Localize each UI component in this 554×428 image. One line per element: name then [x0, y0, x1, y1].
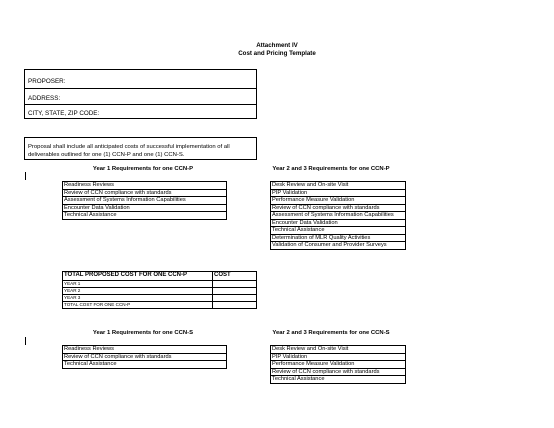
table-row [63, 294, 257, 301]
document-subtitle: Cost and Pricing Template [238, 50, 316, 57]
ccn-s-year23-heading: Year 2 and 3 Requirements for one CCN-S [272, 330, 390, 336]
list-item: Performance Measure Validation [256, 197, 406, 205]
row-label: TOTAL COST FOR ONE CCN-P [63, 301, 213, 308]
ccn-p-year1-heading: Year 1 Requirements for one CCN-P [92, 166, 194, 172]
list-item: Technical Assistance [48, 361, 227, 369]
list-item: Validation of Consumer and Provider Surveys [256, 242, 406, 250]
row-label: YEAR 1 [63, 280, 213, 287]
ccn-s-year1-heading: Year 1 Requirements for one CCN-S [92, 330, 194, 336]
list-item: Encounter Data Validation [48, 204, 227, 212]
ccn-p-year1-list [48, 181, 227, 220]
table-row [63, 301, 257, 308]
cost-table [62, 271, 257, 309]
list-item: PIP Validation [256, 189, 406, 197]
cost-table-title: TOTAL PROPOSED COST FOR ONE CCN-P [63, 272, 213, 281]
list-item: Review of CCN compliance with standards [48, 353, 227, 361]
cost-input-cell[interactable] [213, 301, 257, 308]
text-cursor [25, 337, 26, 345]
city-state-zip-label: CITY, STATE, ZIP CODE: [28, 110, 100, 117]
address-label: ADDRESS: [28, 95, 61, 102]
list-item: Assessment of Systems Information Capabilities [256, 212, 406, 220]
list-item: Performance Measure Validation [256, 361, 406, 369]
ccn-s-year1-list [48, 345, 227, 369]
list-item: Assessment of Systems Information Capabilities [48, 197, 227, 205]
text-cursor [25, 172, 26, 180]
list-item: Encounter Data Validation [256, 219, 406, 227]
list-item: Review of CCN compliance with standards [256, 368, 406, 376]
table-row [63, 280, 257, 287]
table-row [63, 287, 257, 294]
instructions-box [24, 137, 257, 160]
cost-column-header: COST [213, 272, 257, 281]
cost-input-cell[interactable] [213, 294, 257, 301]
ccn-p-year23-heading: Year 2 and 3 Requirements for one CCN-P [272, 166, 390, 172]
cost-input-cell[interactable] [213, 280, 257, 287]
list-item: Readiness Reviews [48, 182, 227, 190]
list-item: Readiness Reviews [48, 346, 227, 354]
list-item: Review of CCN compliance with standards [48, 189, 227, 197]
list-item: Desk Review and On-site Visit [256, 346, 406, 354]
list-item: Technical Assistance [256, 376, 406, 384]
document-title: Attachment IV [256, 42, 298, 49]
cost-table-header [63, 272, 257, 281]
list-item: Technical Assistance [48, 212, 227, 220]
row-label: YEAR 3 [63, 294, 213, 301]
proposer-info-box [24, 69, 257, 119]
proposer-label: PROPOSER: [28, 78, 66, 85]
list-item: Desk Review and On-site Visit [256, 182, 406, 190]
list-item: Determination of MLR Quality Activities [256, 234, 406, 242]
list-item: PIP Validation [256, 353, 406, 361]
ccn-p-year23-list [256, 181, 406, 250]
instructions-text: Proposal shall include all anticipated costs of successful implementation of all deliverables outlined for one (1) CCN-P and one (1) CCN-S. [28, 144, 230, 158]
cost-input-cell[interactable] [213, 287, 257, 294]
row-label: YEAR 2 [63, 287, 213, 294]
ccn-s-year23-list [256, 345, 406, 384]
list-item: Review of CCN compliance with standards [256, 204, 406, 212]
list-item: Technical Assistance [256, 227, 406, 235]
